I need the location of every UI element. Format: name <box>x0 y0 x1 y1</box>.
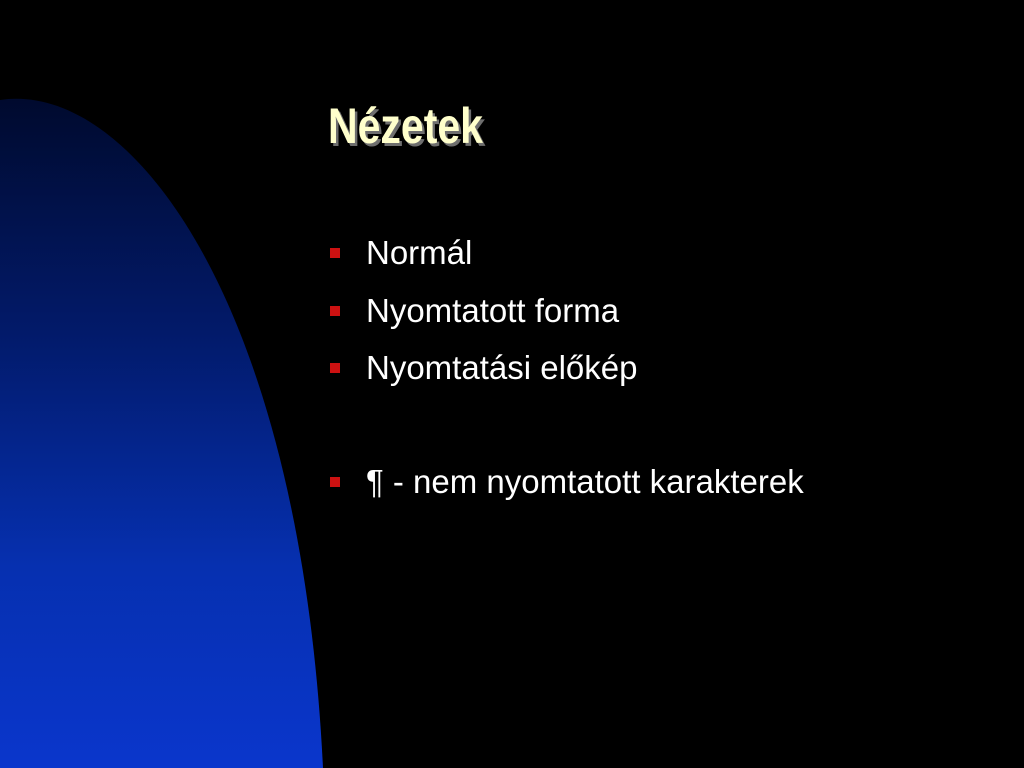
slide-title: Nézetek <box>328 98 483 154</box>
square-bullet-icon <box>330 363 340 373</box>
square-bullet-icon <box>330 477 340 487</box>
bullet-text: Normál <box>366 234 473 271</box>
bullet-item <box>330 462 804 502</box>
bullet-item <box>330 291 619 331</box>
bullet-item <box>330 233 472 273</box>
square-bullet-icon <box>330 306 340 316</box>
bullet-text: ¶ - nem nyomtatott karakterek <box>366 463 804 500</box>
bullet-text: Nyomtatott forma <box>366 292 620 329</box>
bullet-item <box>330 348 637 388</box>
bullet-text: Nyomtatási előkép <box>366 349 638 386</box>
square-bullet-icon <box>330 248 340 258</box>
